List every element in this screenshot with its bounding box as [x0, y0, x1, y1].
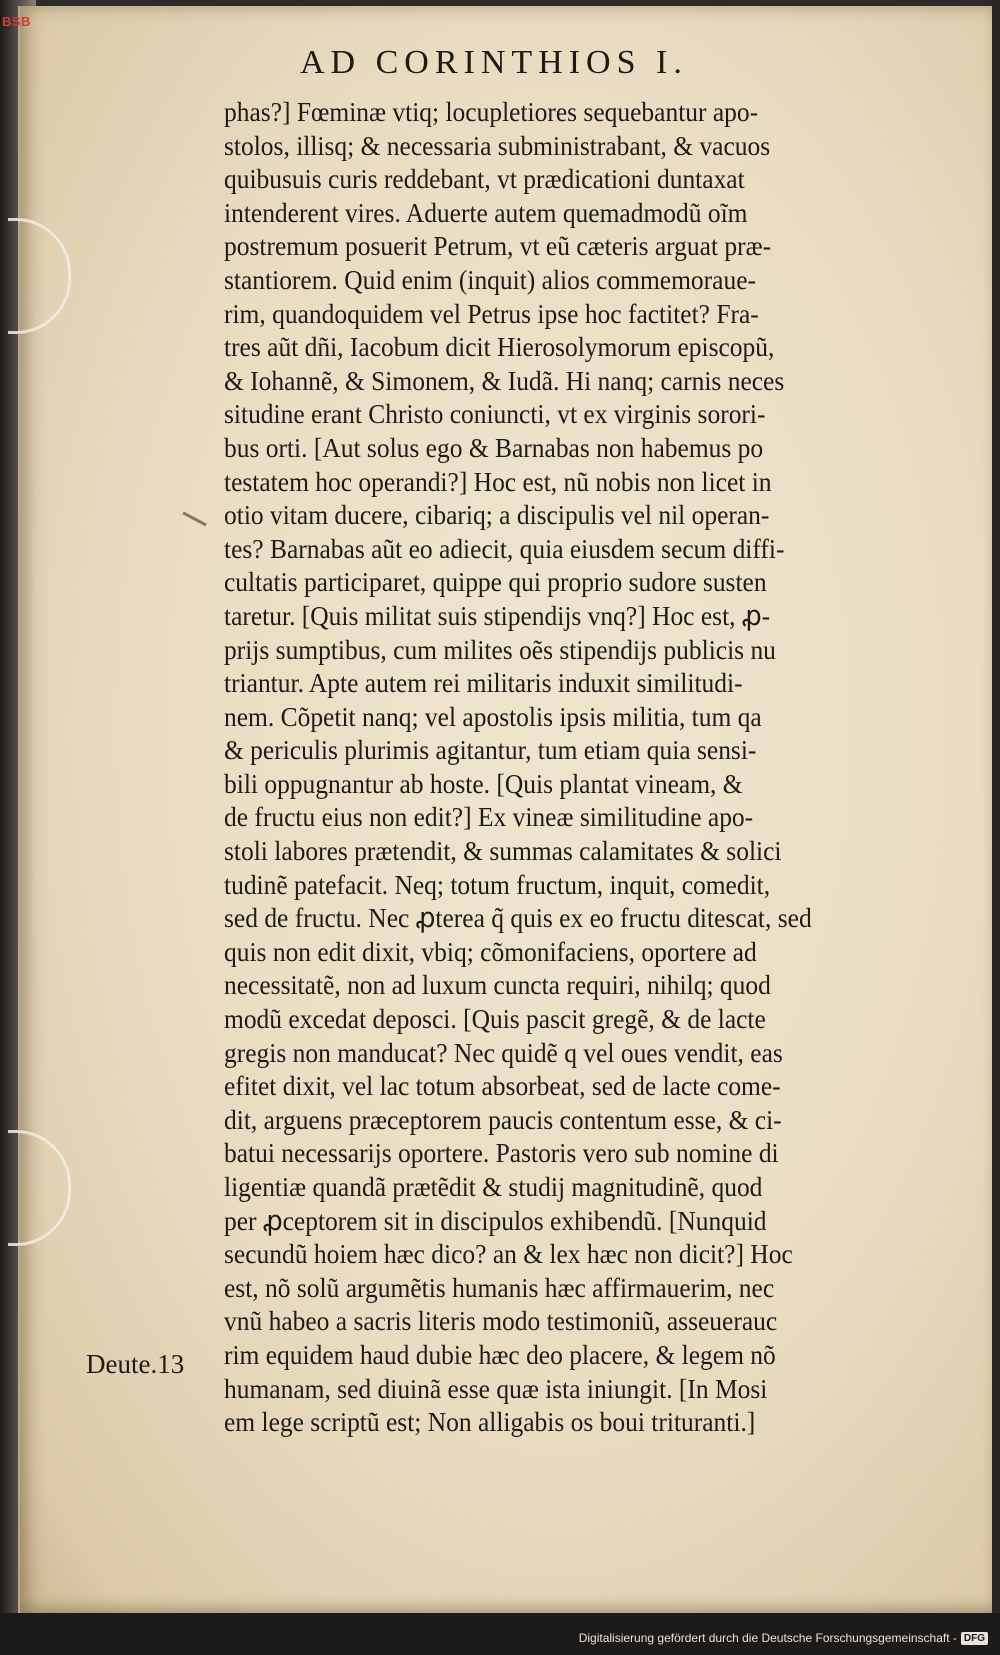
text-line: dit, arguens præceptorem paucis contentum esse, & ci-	[224, 1104, 782, 1135]
text-line: & periculis plurimis agitantur, tum etiam quia sensi-	[224, 735, 757, 766]
text-line: em lege scriptũ est; Non alligabis os boui trituranti.]	[224, 1407, 756, 1438]
text-line: cultatis participaret, quippe qui proprio sudore susten	[224, 567, 767, 598]
footer-band	[0, 1613, 1000, 1655]
text-line: stantiorem. Quid enim (inquit) alios commemoraue-	[224, 264, 756, 295]
margin-note: Deute.13	[86, 1349, 185, 1379]
text-line: gregis non manducat? Nec quidẽ q vel oues vendit, eas	[224, 1037, 783, 1068]
text-line: secundũ hoiem hæc dico? an & lex hæc non dicit?] Hoc	[224, 1239, 793, 1270]
text-line: prijs sumptibus, cum milites oẽs stipendijs publicis nu	[224, 634, 776, 665]
running-head: AD CORINTHIOS I.	[300, 44, 688, 81]
text-line: & Iohannẽ, & Simonem, & Iudã. Hi nanq; carnis neces	[224, 365, 785, 396]
text-line: taretur. [Quis militat suis stipendijs vnq?] Hoc est, ꝓ-	[224, 600, 771, 631]
text-line: bus orti. [Aut solus ego & Barnabas non habemus po	[224, 432, 764, 463]
text-line: efitet dixit, vel lac totum absorbeat, sed de lacte come-	[224, 1071, 781, 1102]
right-page-edge	[992, 0, 1000, 1615]
library-stamp: BSB	[2, 14, 31, 29]
text-line: otio vitam ducere, cibariq; a discipulis vel nil operan-	[224, 500, 770, 531]
text-line: situdine erant Christo coniuncti, vt ex virginis sorori-	[224, 399, 766, 430]
text-line: tudinẽ patefacit. Neq; totum fructum, inquit, comedit,	[224, 869, 771, 900]
dfg-logo-icon: DFG	[961, 1632, 988, 1645]
text-line: vnũ habeo a sacris literis modo testimoniũ, asseuerauc	[224, 1306, 778, 1337]
text-line: necessitatẽ, non ad luxum cuncta requiri, nihilq; quod	[224, 970, 771, 1001]
footer-credit	[579, 1631, 988, 1645]
text-line: tres aũt dñi, Iacobum dicit Hierosolymorum episcopũ,	[224, 332, 775, 363]
text-line: quis non edit dixit, vbiq; cõmonifaciens, oportere ad	[224, 936, 757, 967]
text-line: de fructu eius non edit?] Ex vineæ similitudine apo-	[224, 802, 754, 833]
footer-credit-text: Digitalisierung gefördert durch die Deutsche Forschungsgemeinschaft -	[578, 1631, 957, 1645]
text-line: nem. Cõpetit nanq; vel apostolis ipsis militia, tum qa	[224, 701, 762, 732]
text-line: stolos, illisq; & necessaria subministrabant, & vacuos	[224, 130, 771, 161]
text-line: modũ excedat deposci. [Quis pascit gregẽ, & de lacte	[224, 1004, 766, 1035]
text-line: rim, quandoquidem vel Petrus ipse hoc factitet? Fra-	[224, 298, 759, 329]
text-line: per ꝓceptorem sit in discipulos exhibendũ. [Nunquid	[224, 1205, 767, 1236]
text-line: stoli labores prætendit, & summas calamitates & solici	[224, 836, 782, 867]
text-line: phas?] Fœminæ vtiq; locupletiores sequebantur apo-	[224, 97, 759, 127]
text-line: intenderent vires. Aduerte autem quemadmodũ oĩm	[224, 197, 748, 228]
text-line: est, nõ solũ argumẽtis humanis hæc affirmauerim, nec	[224, 1272, 775, 1303]
text-line: sed de fructu. Nec ꝓterea q̃ quis ex eo fructu ditescat, sed	[224, 903, 812, 934]
body-text	[224, 96, 875, 1440]
text-line: ligentiæ quandã prætẽdit & studij magnitudinẽ, quod	[224, 1172, 763, 1202]
text-line: rim equidem haud dubie hæc deo placere, & legem nõ	[224, 1339, 776, 1370]
text-line: testatem hoc operandi?] Hoc est, nũ nobis non licet in	[224, 466, 772, 497]
text-line: quibusuis curis reddebant, vt prædicationi duntaxat	[224, 164, 745, 195]
text-line: bili oppugnantur ab hoste. [Quis plantat vineam, &	[224, 768, 743, 799]
text-line: tes? Barnabas aũt eo adiecit, quia eiusdem secum diffi-	[224, 533, 785, 564]
text-line: humanam, sed diuinã esse quæ ista iniungit. [In Mosi	[224, 1373, 768, 1404]
text-line: postremum posuerit Petrum, vt eũ cæteris arguat præ-	[224, 231, 772, 262]
text-line: batui necessarijs oportere. Pastoris vero sub nomine di	[224, 1138, 779, 1169]
text-line: triantur. Apte autem rei militaris induxit similitudi-	[224, 668, 743, 699]
